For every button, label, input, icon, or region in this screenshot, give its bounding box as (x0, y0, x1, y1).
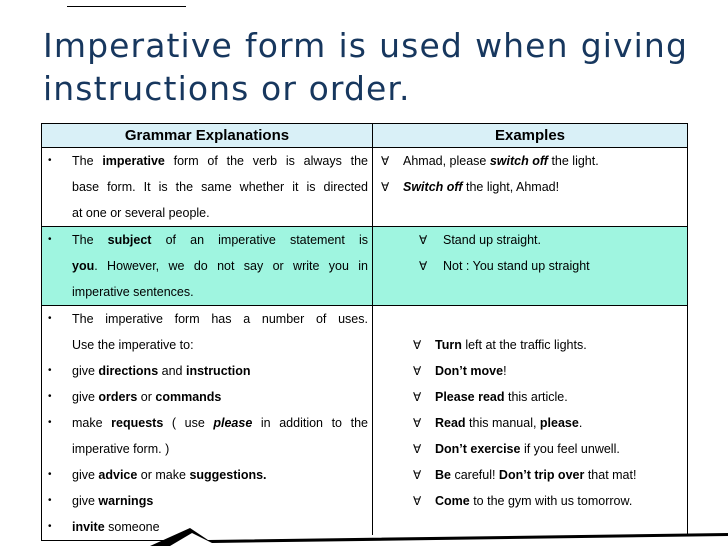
triangle-bullet-icon: ∀ (381, 180, 390, 194)
triangle-bullet-icon: ∀ (413, 468, 422, 482)
example-text: Read this manual, please. (435, 416, 583, 430)
explanation-line: imperative sentences. (72, 285, 194, 299)
bullet-icon: • (48, 469, 52, 480)
bullet-icon: • (48, 313, 52, 324)
bullet-icon: • (48, 155, 52, 166)
example-text: Be careful! Don’t trip over that mat! (435, 468, 637, 482)
explanation-line: The subject of an imperative statement is (72, 233, 368, 247)
use-item: imperative form. ) (72, 442, 170, 456)
triangle-bullet-icon: ∀ (419, 259, 428, 273)
use-item: give directions and instruction (72, 364, 251, 378)
grammar-table (41, 123, 688, 541)
example-text: Switch off the light, Ahmad! (403, 180, 560, 194)
example-text: Ahmad, please switch off the light. (403, 154, 599, 168)
table-row (42, 227, 688, 306)
bullet-icon: • (48, 521, 52, 532)
table-row (42, 306, 688, 541)
triangle-bullet-icon: ∀ (419, 233, 428, 247)
example-text: Not : You stand up straight (443, 259, 590, 273)
triangle-bullet-icon: ∀ (413, 442, 422, 456)
bullet-icon: • (48, 365, 52, 376)
use-item: give warnings (72, 494, 154, 508)
example-text: Come to the gym with us tomorrow. (435, 494, 633, 508)
example-text: Please read this article. (435, 390, 568, 404)
triangle-bullet-icon: ∀ (413, 416, 422, 430)
example-text: Turn left at the traffic lights. (435, 338, 587, 352)
title-line-2: instructions or order. (43, 69, 411, 108)
use-item: invite someone (72, 520, 160, 534)
table-header-row (42, 124, 688, 148)
examples-cell (373, 148, 688, 227)
example-text: Don’t move! (435, 364, 507, 378)
header-grammar-explanations: Grammar Explanations (42, 124, 373, 148)
use-item: make requests ( use please in addition to the (72, 416, 368, 430)
slide-title (43, 24, 688, 110)
triangle-bullet-icon: ∀ (413, 494, 422, 508)
explanation-line: The imperative form of the verb is always the (72, 154, 369, 168)
explanation-line: you. However, we do not say or write you in (72, 259, 368, 273)
title-line-1: Imperative form is used when giving (43, 26, 688, 65)
bullet-icon: • (48, 391, 52, 402)
examples-cell (373, 227, 688, 306)
triangle-bullet-icon: ∀ (413, 338, 422, 352)
header-examples: Examples (373, 124, 688, 148)
use-item: give advice or make suggestions. (72, 468, 267, 482)
example-text: Stand up straight. (443, 233, 541, 247)
explanation-cell (42, 148, 373, 227)
bullet-icon: • (48, 234, 52, 245)
use-item: give orders or commands (72, 390, 222, 404)
explanation-line: at one or several people. (72, 206, 210, 220)
table-row (42, 148, 688, 227)
explanation-line: Use the imperative to: (72, 338, 194, 352)
triangle-bullet-icon: ∀ (381, 154, 390, 168)
examples-cell (373, 306, 688, 541)
bullet-icon: • (48, 495, 52, 506)
decorative-arrow-banner (0, 527, 728, 546)
explanation-cell (42, 227, 373, 306)
bullet-icon: • (48, 417, 52, 428)
example-text: Don’t exercise if you feel unwell. (435, 442, 620, 456)
explanation-cell (42, 306, 373, 541)
explanation-line: The imperative form has a number of uses. (72, 312, 368, 326)
top-rule (67, 6, 186, 7)
explanation-line: base form. It is the same whether it is directed (72, 180, 368, 194)
triangle-bullet-icon: ∀ (413, 364, 422, 378)
triangle-bullet-icon: ∀ (413, 390, 422, 404)
